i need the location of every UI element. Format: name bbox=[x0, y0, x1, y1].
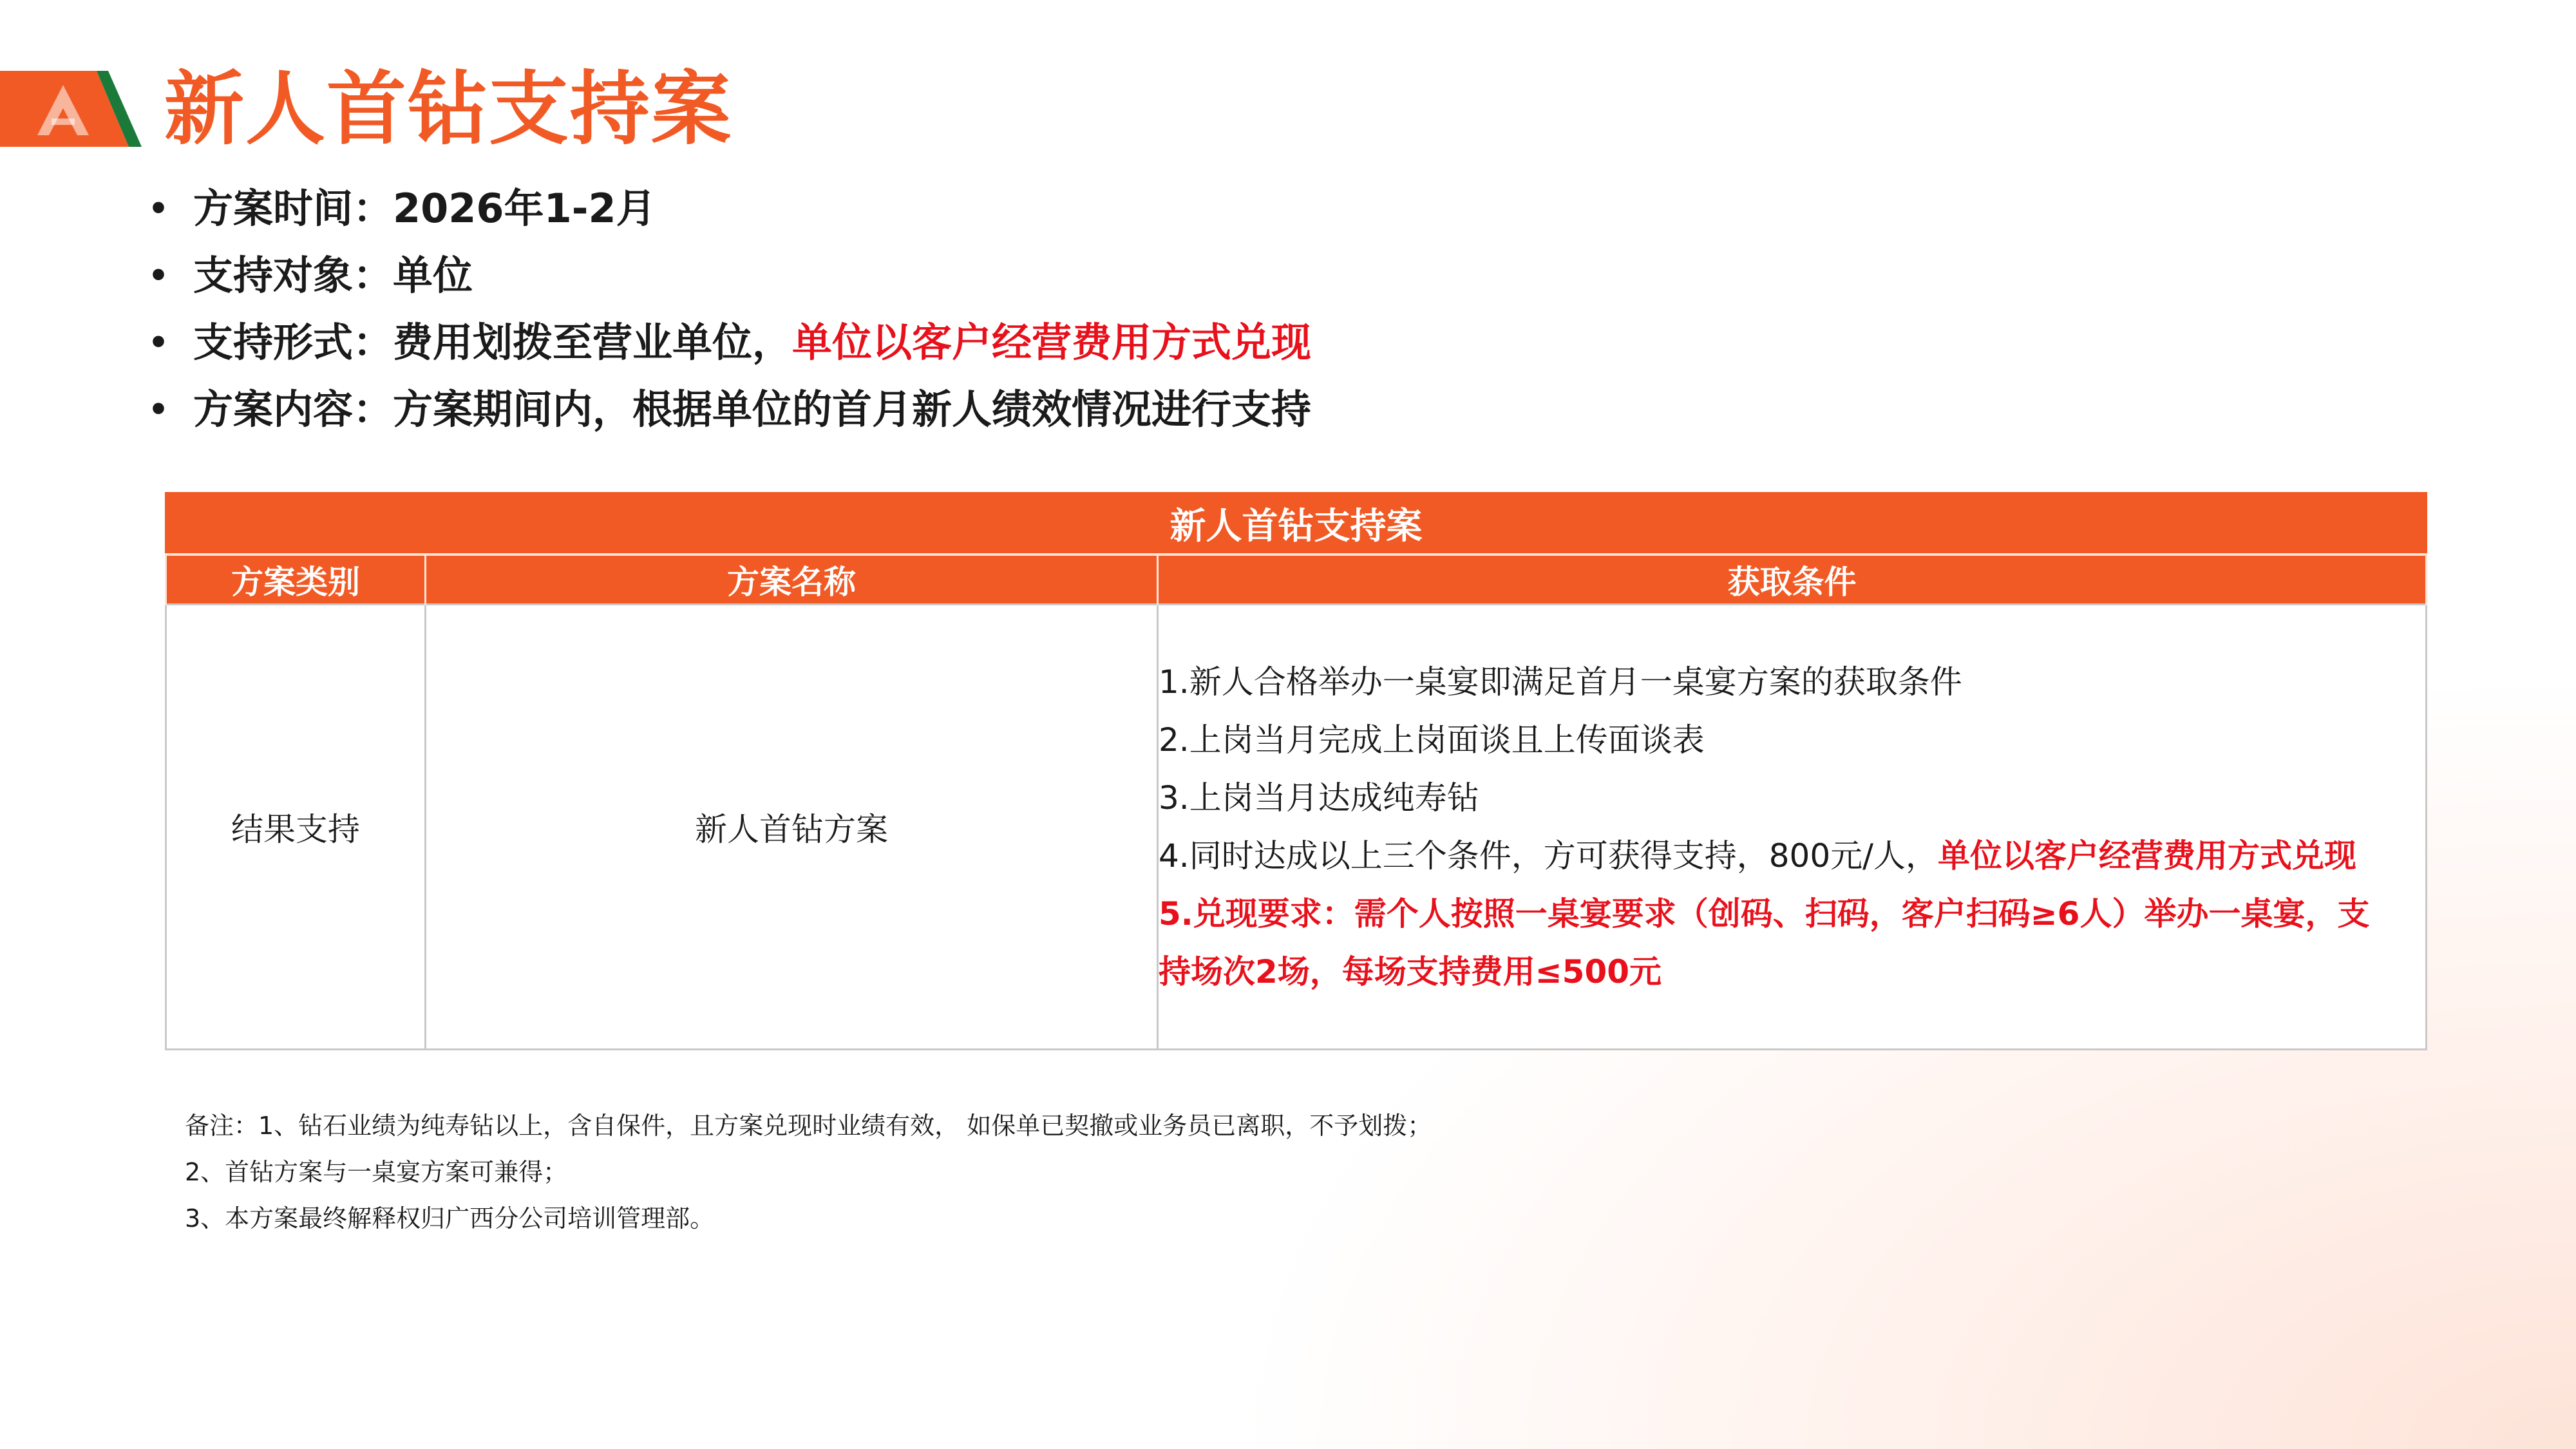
info-value: 2026年1-2月 bbox=[393, 185, 656, 232]
condition-1: 1.新人合格举办一桌宴即满足首月一桌宴方案的获取条件 bbox=[1159, 663, 1962, 701]
condition-4 bbox=[1159, 827, 2400, 885]
bullet: • bbox=[148, 324, 169, 361]
table-row bbox=[166, 605, 2427, 1050]
condition-2: 2.上岗当月完成上岗面谈且上传面谈表 bbox=[1159, 721, 1705, 759]
info-item-content bbox=[148, 376, 1311, 443]
plan-table bbox=[165, 492, 2427, 1050]
column-header-conditions: 获取条件 bbox=[1158, 554, 2427, 605]
condition-4-emphasis: 单位以客户经营费用方式兑现 bbox=[1937, 837, 2356, 875]
note-1: 备注：1、钻石业绩为纯寿钻以上，含自保件，且方案兑现时业绩有效， 如保单已契撤或业务员已离职，不予划拨； bbox=[185, 1112, 1432, 1140]
note-2: 2、首钻方案与一桌宴方案可兼得； bbox=[185, 1158, 568, 1186]
bullet: • bbox=[148, 190, 169, 227]
info-item-target bbox=[148, 242, 1311, 309]
info-label: 支持对象： bbox=[193, 252, 393, 299]
info-value: 单位 bbox=[393, 252, 473, 299]
table-title: 新人首钻支持案 bbox=[166, 493, 2427, 555]
info-emphasis: 单位以客户经营费用方式兑现 bbox=[792, 319, 1312, 366]
notes bbox=[185, 1103, 1432, 1242]
condition-3: 3.上岗当月达成纯寿钻 bbox=[1159, 779, 1479, 817]
info-list bbox=[148, 175, 1311, 443]
bullet: • bbox=[148, 391, 169, 428]
condition-5: 5.兑现要求：需个人按照一桌宴要求（创码、扫码，客户扫码≥6人）举办一桌宴，支持场次2场，每场支持费用≤500元 bbox=[1159, 895, 2370, 990]
cell-conditions bbox=[1158, 605, 2427, 1050]
column-header-category: 方案类别 bbox=[166, 554, 426, 605]
page-title: 新人首钻支持案 bbox=[164, 63, 733, 156]
info-label: 方案时间： bbox=[193, 185, 393, 232]
note-3: 3、本方案最终解释权归广西分公司培训管理部。 bbox=[185, 1204, 715, 1233]
info-item-time bbox=[148, 175, 1311, 242]
info-label: 方案内容： bbox=[193, 386, 393, 433]
cell-category: 结果支持 bbox=[166, 605, 426, 1050]
condition-4-text: 4.同时达成以上三个条件，方可获得支持，800元/人， bbox=[1159, 837, 1938, 875]
info-item-form bbox=[148, 309, 1311, 376]
table-title-row bbox=[166, 493, 2427, 555]
info-value: 方案期间内，根据单位的首月新人绩效情况进行支持 bbox=[393, 386, 1312, 433]
cell-plan-name: 新人首钻方案 bbox=[426, 605, 1158, 1050]
info-label: 支持形式： bbox=[193, 319, 393, 366]
bullet: • bbox=[148, 257, 169, 294]
page-header bbox=[0, 61, 902, 158]
logo-icon bbox=[0, 71, 151, 147]
column-header-name: 方案名称 bbox=[426, 554, 1158, 605]
table-header-row bbox=[166, 554, 2427, 605]
info-value: 费用划拨至营业单位， bbox=[393, 319, 793, 366]
